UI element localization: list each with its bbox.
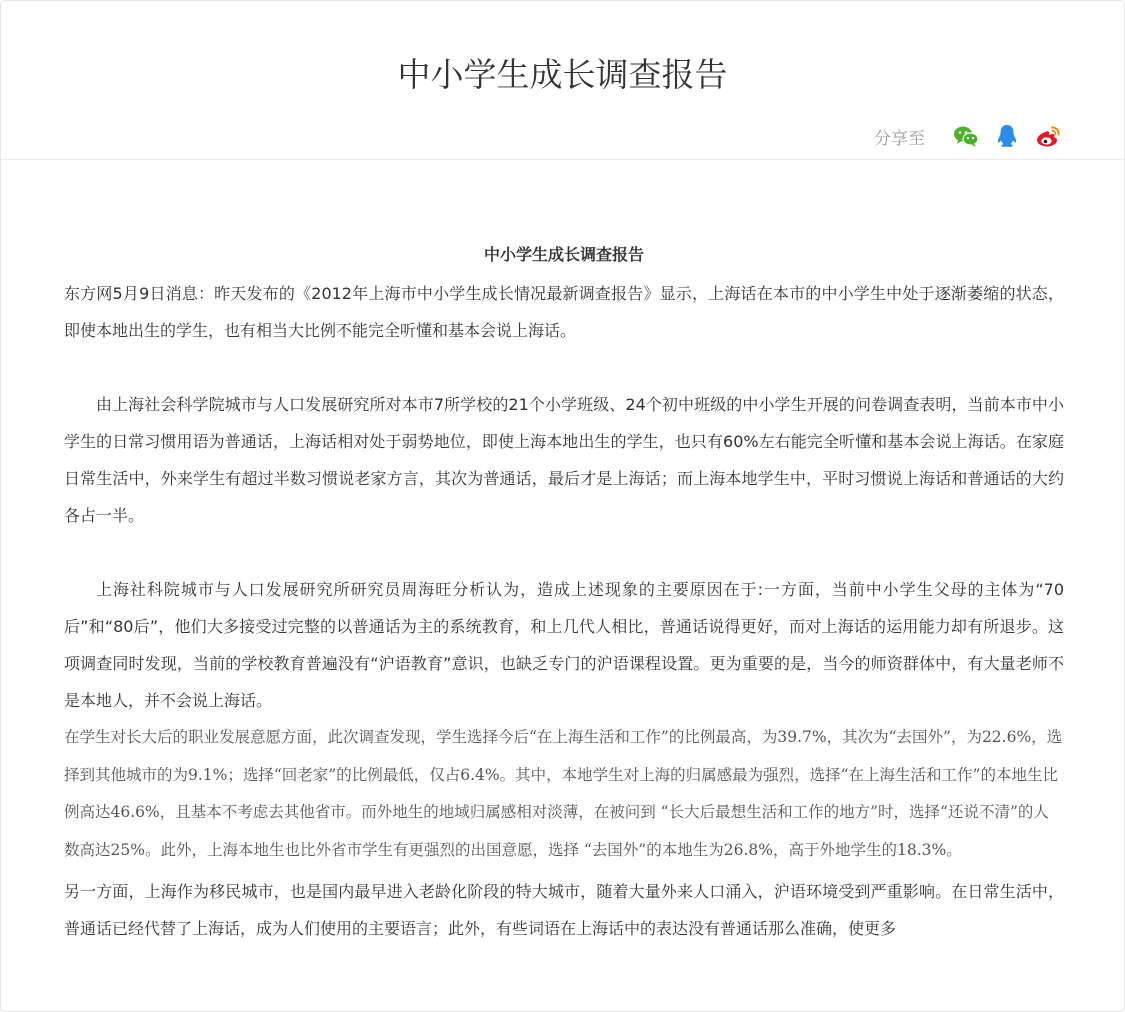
paragraph-migration: 另一方面，上海作为移民城市，也是国内最早进入老龄化阶段的特大城市，随着大量外来人口涌入，沪语环境受到严重影响。在日常生活中，普通话已经代替了上海话，成为人们使用的主要语言；此外，有些词语在上海话中的表达没有普通话那么准确，使更多 — [64, 882, 1064, 938]
article-header — [1, 1, 1124, 160]
share-label: 分享至 — [874, 128, 925, 149]
share-bar — [874, 121, 1062, 151]
article-body — [64, 241, 1064, 947]
qq-icon[interactable] — [993, 122, 1021, 150]
paragraph-intro: 东方网5月9日消息：昨天发布的《2012年上海市中小学生成长情况最新调查报告》显示，上海话在本市的中小学生中处于逐渐萎缩的状态，即使本地出生的学生，也有相当大比例不能完全听懂和基本会说上海话。 — [64, 284, 1064, 340]
wechat-icon[interactable] — [952, 122, 980, 150]
paragraph-analysis: 上海社科院城市与人口发展研究所研究员周海旺分析认为，造成上述现象的主要原因在于:一方面，当前中小学生父母的主体为“70后”和“80后”，他们大多接受过完整的以普通话为主的系统教育，和上几代人相比，普通话说得更好，而对上海话的运用能力却有所退步。这项调查同时发现，当前的学校教育普遍没有“沪语教育”意识，也缺乏专门的沪语课程设置。更为重要的是，当今的师资群体中，有大量老师不是本地人，并不会说上海话。 — [64, 580, 1064, 710]
page-title: 中小学生成长调查报告 — [397, 55, 728, 94]
paragraph-survey: 由上海社会科学院城市与人口发展研究所对本市7所学校的21个小学班级、24个初中班级的中小学生开展的问卷调查表明，当前本市中小学生的日常习惯用语为普通话，上海话相对处于弱势地位，即使上海本地出生的学生，也只有60%左右能完全听懂和基本会说上海话。在家庭日常生活中，外来学生有超过半数习惯说老家方言，其次为普通话，最后才是上海话；而上海本地学生中，平时习惯说上海话和普通话的大约各占一半。 — [64, 395, 1064, 525]
paragraph-career: 在学生对长大后的职业发展意愿方面，此次调查发现，学生选择今后“在上海生活和工作”的比例最高，为39.7%，其次为“去国外”，为22.6%，选择到其他城市的为9.1%；选择“回老家”的比例最低，仅占6.4%。其中，本地学生对上海的归属感最为强烈，选择“在上海生活和工作”的本地生比例高达46.6%，且基本不考虑去其他省市。而外地生的地域归属感相对淡薄，在被问到 “长大后最想生活和工作的地方”时，选择“还说不清”的人数高达25%。此外，上海本地生也比外省市学生有更强烈的出国意愿，选择 “去国外”的本地生为26.8%，高于外地学生的18.3%。 — [64, 728, 1063, 859]
article-heading: 中小学生成长调查报告 — [483, 245, 644, 264]
weibo-icon[interactable] — [1034, 122, 1062, 150]
